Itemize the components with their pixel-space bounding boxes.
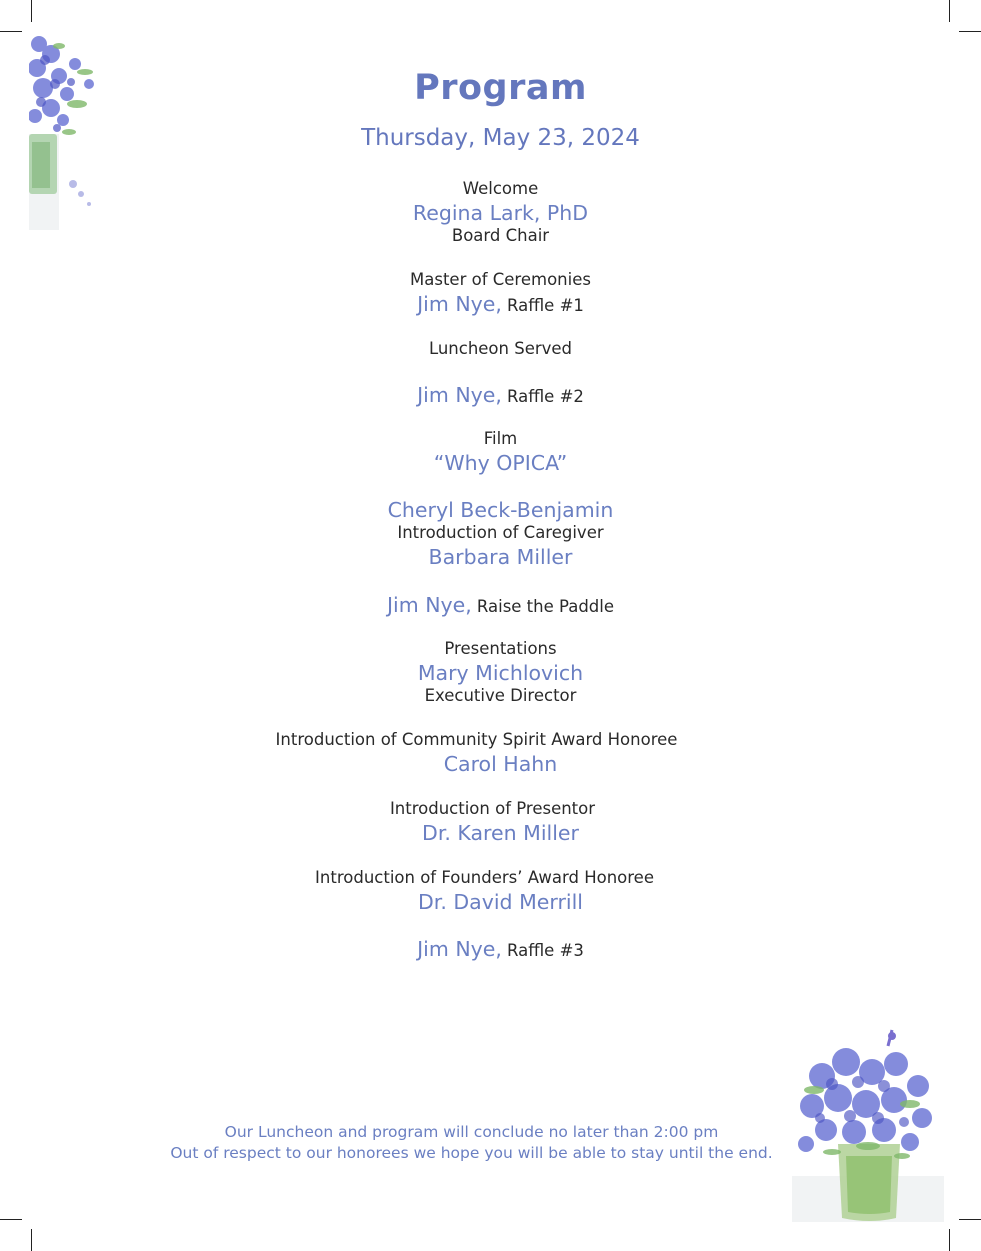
- mc-note: Raffle #1: [507, 296, 584, 315]
- caregiver-name: Barbara Miller: [428, 545, 573, 569]
- mc-line: [0, 292, 981, 316]
- crop-mark: [31, 0, 32, 22]
- luncheon-label: Luncheon Served: [428, 339, 573, 358]
- presentations-name: Mary Michlovich: [417, 661, 584, 685]
- cheryl-name: Cheryl Beck-Benjamin: [387, 498, 614, 522]
- caregiver-label: Introduction of Caregiver: [397, 523, 604, 542]
- founders-label: Introduction of Founders’ Award Honoree: [315, 868, 654, 887]
- presentations-label: Presentations: [444, 639, 557, 658]
- paddle-line: [0, 593, 981, 617]
- crop-mark: [949, 1229, 950, 1251]
- page-title: Program: [414, 68, 587, 108]
- crop-mark: [0, 1219, 22, 1220]
- community-name: Carol Hahn: [443, 752, 558, 776]
- paddle-name: Jim Nye,: [386, 593, 472, 617]
- crop-mark: [959, 31, 981, 32]
- raffle2-line: [0, 383, 981, 407]
- raffle3-name: Jim Nye,: [417, 937, 502, 961]
- crop-mark: [0, 31, 22, 32]
- community-label: Introduction of Community Spirit Award Honoree: [275, 730, 678, 749]
- founders-name: Dr. David Merrill: [418, 890, 583, 914]
- mc-name: Jim Nye,: [417, 292, 502, 316]
- presentor-name: Dr. Karen Miller: [422, 821, 579, 845]
- mc-label: Master of Ceremonies: [410, 270, 591, 289]
- welcome-role: Board Chair: [451, 226, 550, 245]
- raffle2-name: Jim Nye,: [417, 383, 502, 407]
- welcome-label: Welcome: [462, 179, 539, 198]
- crop-mark: [949, 0, 950, 22]
- footer-line-2: Out of respect to our honorees we hope you will be able to stay until the end.: [170, 1144, 773, 1162]
- raffle2-note: Raffle #2: [507, 387, 584, 406]
- film-label: Film: [483, 429, 518, 448]
- event-date: Thursday, May 23, 2024: [361, 125, 640, 151]
- raffle3-line: [0, 937, 981, 961]
- crop-mark: [31, 1229, 32, 1251]
- footer-line-1: Our Luncheon and program will conclude no later than 2:00 pm: [224, 1123, 719, 1141]
- crop-mark: [959, 1219, 981, 1220]
- raffle3-note: Raffle #3: [507, 941, 584, 960]
- presentor-label: Introduction of Presentor: [389, 799, 596, 818]
- presentations-role: Executive Director: [424, 686, 577, 705]
- film-title: “Why OPICA”: [433, 451, 568, 475]
- paddle-note: Raise the Paddle: [476, 597, 615, 616]
- welcome-name: Regina Lark, PhD: [412, 201, 589, 225]
